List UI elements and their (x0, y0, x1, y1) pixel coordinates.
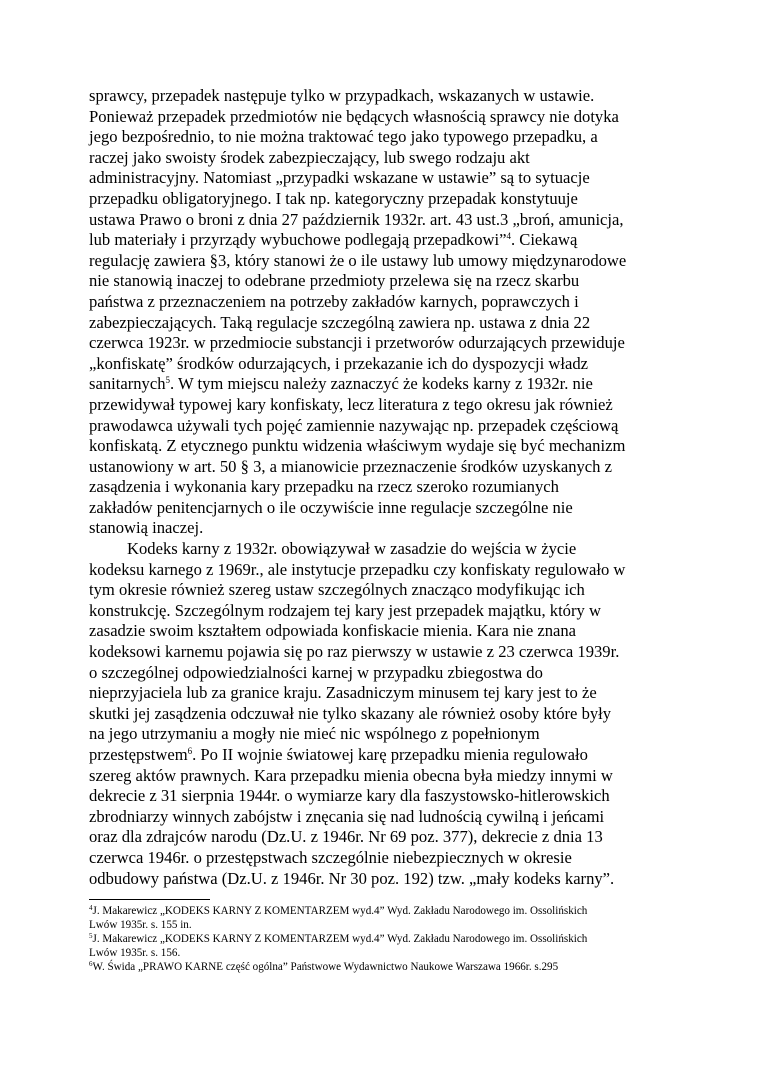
text-line (89, 251, 684, 272)
line-text-continued: . Po II wojnie światowej karę przepadku mienia regulowało (192, 745, 588, 764)
footnote-line (89, 932, 684, 946)
line-text: kodeksu karnego z 1969r., ale instytucje przepadku czy konfiskaty regulowało w (89, 559, 626, 579)
footnotes (89, 904, 684, 974)
text-line (89, 827, 684, 848)
footnote-line (89, 904, 684, 918)
line-text: zakładów penitencjarnych o ile oczywiście inne regulacje szczególne nie (89, 497, 573, 517)
line-text: regulację zawiera §3, który stanowi że o ile ustawy lub umowy międzynarodowe (89, 250, 627, 270)
line-text: państwa z przeznaczeniem na potrzeby zakładów karnych, poprawczych i (89, 291, 579, 311)
text-line (89, 416, 684, 437)
line-text: dekrecie z 31 sierpnia 1944r. o wymiarze kary dla faszystowsko-hitlerowskich (89, 786, 610, 806)
text-line (89, 477, 684, 498)
footnote-text: W. Świda „PRAWO KARNE część ogólna” Państwowe Wydawnictwo Naukowe Warszawa 1966r. s.295 (92, 961, 559, 974)
line-text: o szczególnej odpowiedzialności karnej w przypadku zbiegostwa do (89, 662, 543, 682)
text-line (89, 869, 684, 890)
line-text: prawodawca używali tych pojęć zamiennie nazywając np. przepadek częściową (89, 415, 619, 435)
footnote (89, 960, 684, 974)
text-line (89, 786, 684, 807)
text-line (89, 374, 684, 395)
line-text-continued: . Ciekawą (510, 230, 578, 250)
line-text: przewidywał typowej kary konfiskaty, lecz literatura z tego okresu jak również (89, 394, 613, 414)
line-text: skutki jej zasądzenia odczuwał nie tylko skazany ale również osoby które były (89, 703, 612, 723)
text-line (89, 189, 684, 210)
text-line (89, 663, 684, 684)
text-line (89, 518, 684, 539)
line-text: tym okresie również szereg ustaw szczególnych znacząco modyfikując ich (89, 580, 585, 600)
text-line (89, 766, 684, 787)
line-text: zasądzenia i wykonania kary przepadku na rzecz szeroko rozumianych (89, 477, 559, 497)
paragraph (89, 539, 684, 889)
text-line (89, 642, 684, 663)
line-text: Kodeks karny z 1932r. obowiązywał w zasadzie do wejścia w życie (127, 539, 577, 559)
text-line (89, 848, 684, 869)
text-line (89, 333, 684, 354)
line-text: „konfiskatę” środków odurzających, i przekazanie ich do dyspozycji władz (89, 353, 588, 373)
text-line (89, 86, 684, 107)
line-text: sprawcy, przepadek następuje tylko w przypadkach, wskazanych w ustawie. (89, 86, 595, 105)
footnote-line (89, 946, 684, 960)
line-text-continued: . W tym miejscu należy zaznaczyć że kodeks karny z 1932r. nie (170, 374, 593, 394)
line-text: konstrukcję. Szczególnym rodzajem tej kary jest przepadek majątku, który w (89, 600, 601, 620)
text-line (89, 292, 684, 313)
text-line (89, 457, 684, 478)
text-line (89, 271, 684, 292)
footnote-text: Lwów 1935r. s. 156. (89, 947, 181, 960)
line-text: konfiskatą. Z etycznego punktu widzenia właściwym wydaje się być mechanizm (89, 436, 626, 456)
line-text: nie stanowią inaczej to odebrane przedmioty przelewa się na rzecz skarbu (89, 271, 580, 291)
line-text: jego bezpośrednio, to nie można traktować tego jako typowego przepadku, a (89, 127, 598, 147)
line-text: przestępstwem (89, 745, 188, 764)
text-line (89, 560, 684, 581)
footnote-number: 5 (89, 932, 93, 941)
line-text: szereg aktów prawnych. Kara przepadku mienia obecna była miedzy innymi w (89, 765, 613, 785)
paragraph (89, 86, 684, 539)
text-line (89, 745, 684, 766)
line-text: administracyjny. Natomiast „przypadki wskazane w ustawie” są to sytuacje (89, 168, 590, 188)
text-line (89, 539, 684, 560)
line-text: raczej jako swoisty środek zabezpieczający, lub swego rodzaju akt (89, 147, 530, 167)
footnote-line (89, 960, 684, 974)
text-line (89, 230, 684, 251)
text-line (89, 127, 684, 148)
text-line (89, 354, 684, 375)
text-line (89, 436, 684, 457)
line-text: nieprzyjaciela lub za granice kraju. Zasadniczym minusem tej kary jest to że (89, 683, 597, 703)
footnote (89, 932, 684, 960)
text-line (89, 498, 684, 519)
footnote-text: Lwów 1935r. s. 155 in. (89, 919, 192, 932)
footnote-separator (89, 899, 210, 900)
footnote-number: 6 (89, 960, 93, 969)
line-text: ustawa Prawo o broni z dnia 27 październik 1932r. art. 43 ust.3 „broń, amunicja, (89, 209, 624, 229)
text-line (89, 168, 684, 189)
line-text: ustanowiony w art. 50 § 3, a mianowicie przeznaczenie środków uzyskanych z (89, 456, 612, 476)
line-text: przepadku obligatoryjnego. I tak np. kategoryczny przepadak konstytuuje (89, 188, 578, 208)
text-line (89, 313, 684, 334)
line-text: zabezpieczających. Taką regulacje szczególną zawiera np. ustawa z dnia 22 (89, 312, 591, 332)
text-line (89, 107, 684, 128)
text-line (89, 621, 684, 642)
line-text: sanitarnych (89, 374, 166, 394)
footnote (89, 904, 684, 932)
footnote-line (89, 918, 684, 932)
document-page (89, 86, 684, 974)
text-line (89, 704, 684, 725)
footnote-reference: 6 (187, 746, 193, 756)
line-text: czerwca 1923r. w przedmiocie substancji i przetworów odurzających przewiduje (89, 333, 625, 353)
text-line (89, 395, 684, 416)
line-text: oraz dla zdrajców narodu (Dz.U. z 1946r. Nr 69 poz. 377), dekrecie z dnia 13 (89, 827, 603, 847)
footnote-text: J. Makarewicz „KODEKS KARNY Z KOMENTARZEM wyd.4” Wyd. Zakładu Narodowego im. Ossolińskich (92, 933, 588, 946)
line-text: na jego utrzymaniu a mogły nie mieć nic wspólnego z popełnionym (89, 724, 540, 744)
line-text: zasadzie swoim kształtem odpowiada konfiskacie mienia. Kara nie znana (89, 621, 577, 641)
footnote-reference: 4 (506, 231, 511, 242)
text-line (89, 210, 684, 231)
footnote-text: J. Makarewicz „KODEKS KARNY Z KOMENTARZEM wyd.4” Wyd. Zakładu Narodowego im. Ossolińskich (92, 905, 588, 918)
footnote-number: 4 (89, 904, 93, 913)
line-text: Ponieważ przepadek przedmiotów nie będących własnością sprawcy nie dotyka (89, 106, 619, 126)
body-text (89, 86, 684, 889)
text-line (89, 683, 684, 704)
line-text: czerwca 1946r. o przestępstwach szczególnie niebezpiecznych w okresie (89, 847, 572, 867)
footnote-reference: 5 (165, 375, 170, 386)
text-line (89, 724, 684, 745)
text-line (89, 601, 684, 622)
line-text: odbudowy państwa (Dz.U. z 1946r. Nr 30 poz. 192) tzw. „mały kodeks karny”. (89, 868, 615, 888)
text-line (89, 807, 684, 828)
line-text: kodeksowi karnemu pojawia się po raz pierwszy w ustawie z 23 czerwca 1939r. (89, 642, 620, 662)
line-text: lub materiały i przyrządy wybuchowe podlegają przepadkowi” (89, 230, 507, 250)
line-text: stanowią inaczej. (89, 518, 204, 538)
text-line (89, 580, 684, 601)
line-text: zbrodniarzy winnych zabójstw i znęcania się nad ludnością cywilną i jeńcami (89, 806, 605, 826)
text-line (89, 148, 684, 169)
